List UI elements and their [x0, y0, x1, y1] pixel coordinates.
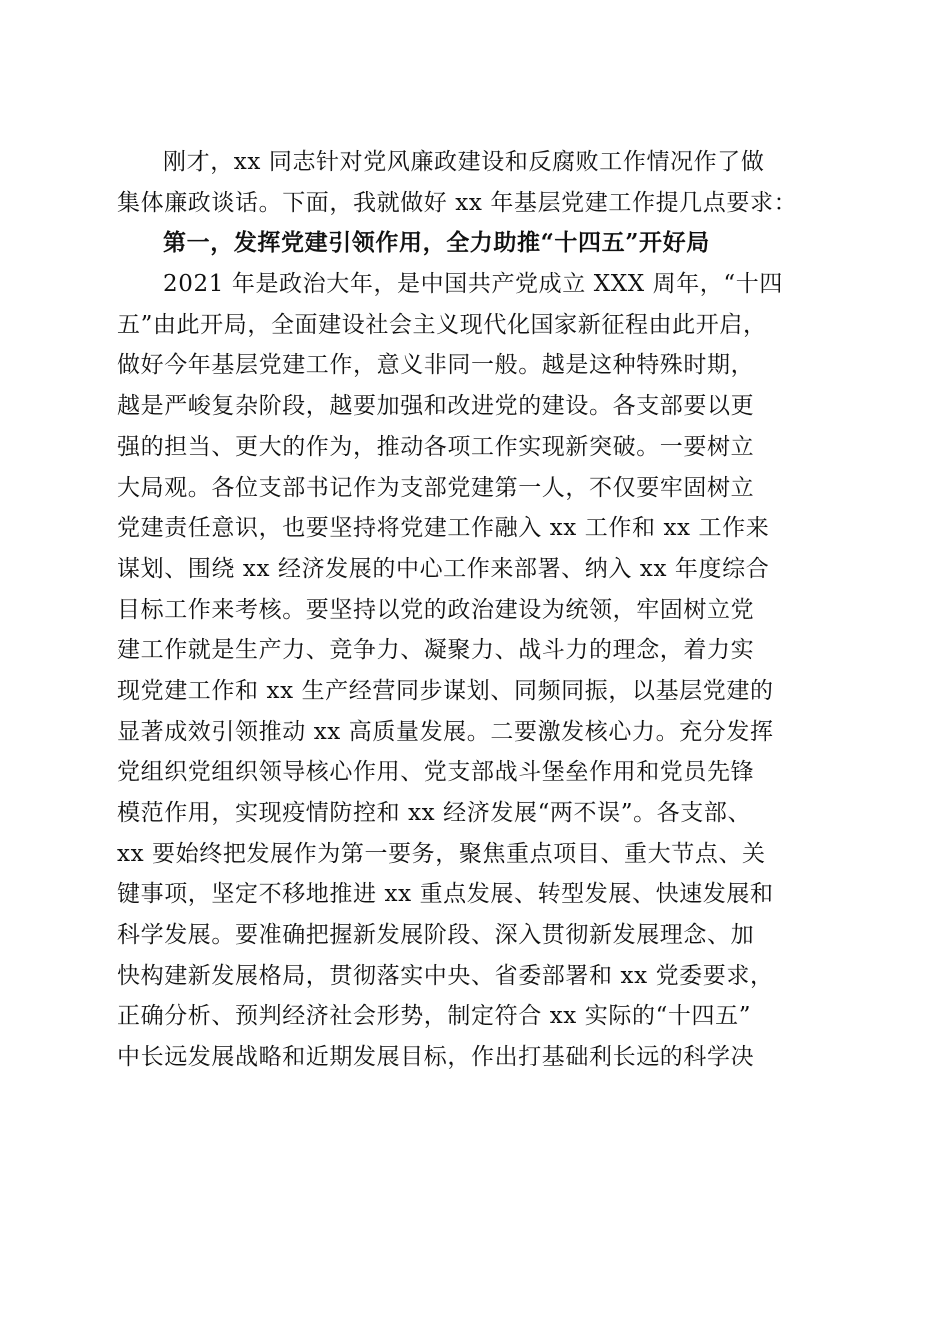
paragraph-line: 目标工作来考核。要坚持以党的政治建设为统领，牢固树立党 — [117, 596, 755, 623]
paragraph-line: 五”由此开局，全面建设社会主义现代化国家新征程由此开启， — [117, 311, 767, 338]
document-body — [117, 142, 837, 1078]
paragraph-line: 大局观。各位支部书记作为支部党建第一人，不仅要牢固树立 — [117, 474, 755, 501]
paragraph-line: 键事项，坚定不移地推进 xx 重点发展、转型发展、快速发展和 — [117, 881, 774, 908]
paragraph-line: 党建责任意识，也要坚持将党建工作融入 xx 工作和 xx 工作来 — [117, 515, 770, 542]
paragraph-line: 谋划、围绕 xx 经济发展的中心工作来部署、纳入 xx 年度综合 — [117, 555, 770, 582]
paragraph-line: 显著成效引领推动 xx 高质量发展。二要激发核心力。充分发挥 — [117, 718, 774, 745]
paragraph-line: xx 要始终把发展作为第一要务，聚焦重点项目、重大节点、关 — [117, 840, 766, 867]
paragraph-line: 建工作就是生产力、竞争力、凝聚力、战斗力的理念，着力实 — [117, 637, 755, 664]
paragraph-line: 快构建新发展格局，贯彻落实中央、省委部署和 xx 党委要求， — [117, 962, 774, 989]
paragraph-line: 越是严峻复杂阶段，越要加强和改进党的建设。各支部要以更 — [117, 393, 755, 420]
paragraph-line: 做好今年基层党建工作，意义非同一般。越是这种特殊时期， — [117, 352, 755, 379]
paragraph-line: 集体廉政谈话。下面，我就做好 xx 年基层党建工作提几点要求： — [117, 189, 798, 216]
paragraph-line: 模范作用，实现疫情防控和 xx 经济发展“两不误”。各支部、 — [117, 800, 752, 826]
paragraph-line: 党组织党组织领导核心作用、党支部战斗堡垒作用和党员先锋 — [117, 759, 755, 786]
paragraph-line: 正确分析、预判经济社会形势，制定符合 xx 实际的“十四五” — [117, 1003, 752, 1030]
section-heading: 第一，发挥党建引领作用，全力助推“十四五”开好局 — [163, 229, 710, 257]
paragraph-line: 科学发展。要准确把握新发展阶段、深入贯彻新发展理念、加 — [117, 922, 755, 949]
paragraph-line: 强的担当、更大的作为，推动各项工作实现新突破。一要树立 — [117, 433, 755, 460]
paragraph-line: 刚才，xx 同志针对党风廉政建设和反腐败工作情况作了做 — [163, 149, 765, 175]
paragraph-line: 现党建工作和 xx 生产经营同步谋划、同频同振，以基层党建的 — [117, 677, 774, 704]
paragraph-line: 2021 年是政治大年，是中国共产党成立 XXX 周年，“十四 — [163, 271, 783, 298]
paragraph-line: 中长远发展战略和近期发展目标，作出打基础利长远的科学决 — [117, 1044, 755, 1071]
